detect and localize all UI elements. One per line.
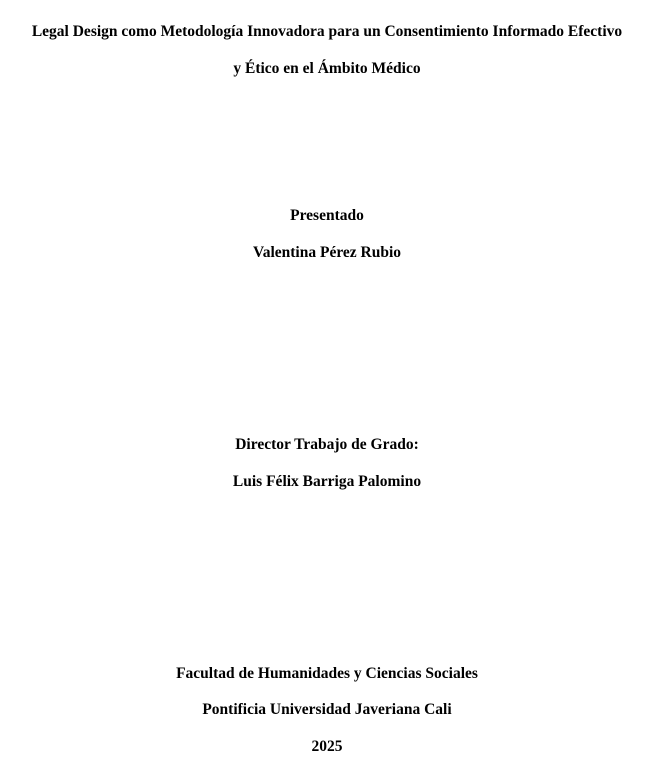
author-name: Valentina Pérez Rubio <box>252 244 402 261</box>
year: 2025 <box>311 738 343 755</box>
title-line-1: Legal Design como Metodología Innovadora para un Consentimiento Informado Efectivo <box>31 23 623 40</box>
title-line-2: y Ético en el Ámbito Médico <box>233 60 421 77</box>
faculty-name: Facultad de Humanidades y Ciencias Sociales <box>176 665 478 682</box>
director-label: Director Trabajo de Grado: <box>235 436 419 453</box>
university-name: Pontificia Universidad Javeriana Cali <box>202 701 452 718</box>
director-name: Luis Félix Barriga Palomino <box>232 473 422 490</box>
presented-label: Presentado <box>290 207 364 224</box>
